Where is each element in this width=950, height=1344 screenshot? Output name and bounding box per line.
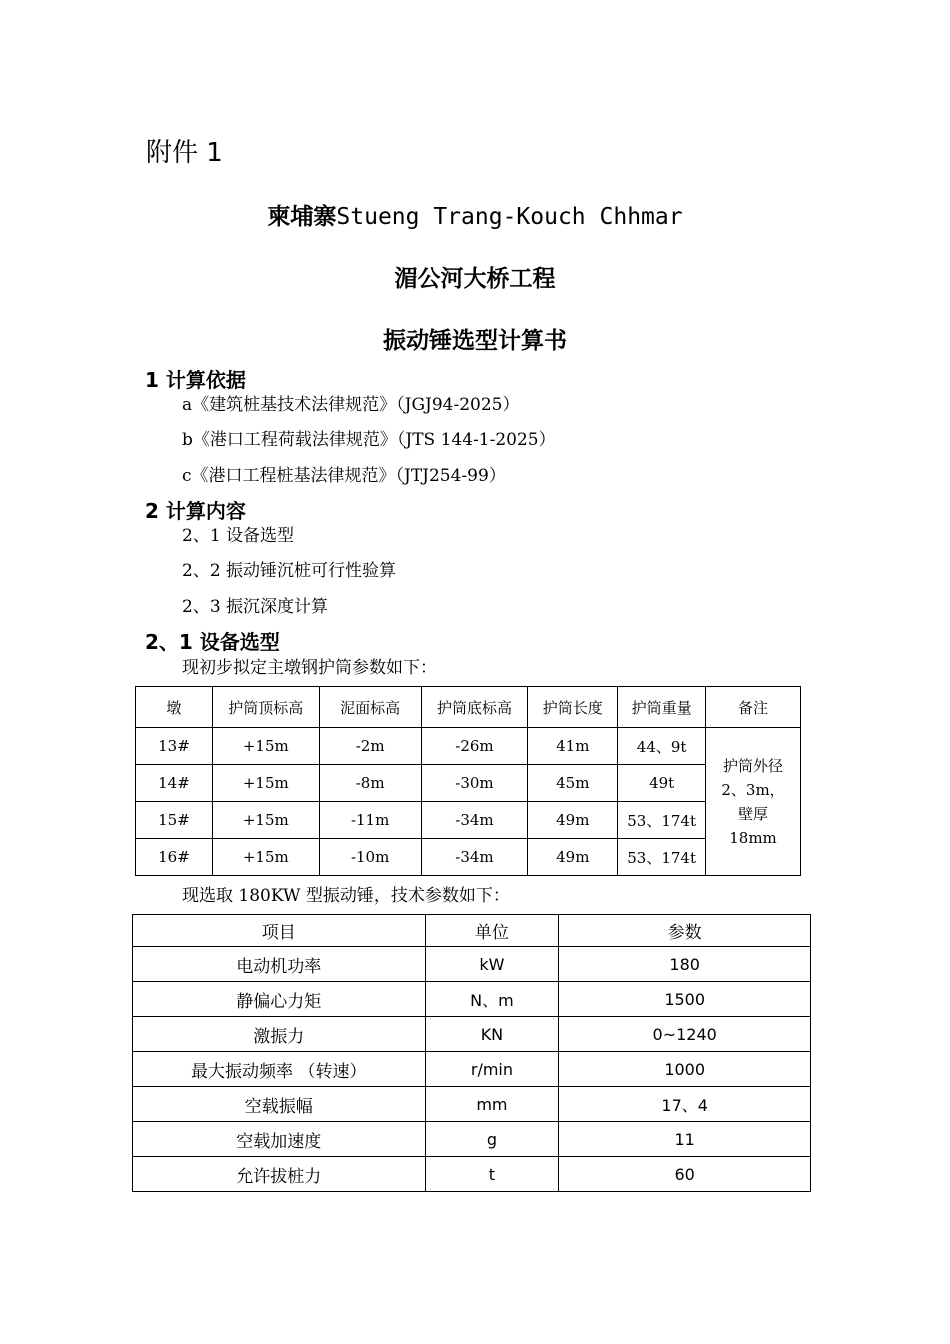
casing-parameter-table: [135, 686, 801, 876]
table-cell: 11: [559, 1122, 811, 1157]
remark-line: 壁厚: [738, 804, 769, 823]
table-cell: 49t: [618, 765, 706, 802]
table-cell: 激振力: [133, 1017, 426, 1052]
table-cell: r/min: [425, 1052, 559, 1087]
table-row: [136, 802, 801, 839]
title-line-1: [0, 198, 950, 231]
table-row: [133, 1087, 811, 1122]
casing-intro: 现初步拟定主墩钢护筒参数如下：: [182, 658, 437, 678]
column-header: 护筒顶标高: [212, 687, 319, 728]
table-row: [136, 765, 801, 802]
table-cell: +15m: [212, 765, 319, 802]
column-header: 备注: [706, 687, 801, 728]
table-cell: 44、9t: [618, 728, 706, 765]
section-2-heading: 2 计算内容: [145, 499, 246, 523]
content-item: 2、2 振动锤沉桩可行性验算: [182, 561, 397, 581]
hammer-parameter-table: [132, 914, 811, 1192]
table-cell: 17、4: [559, 1087, 811, 1122]
table-cell: 允许拔桩力: [133, 1157, 426, 1192]
table-cell: N、m: [425, 982, 559, 1017]
section-2-1-heading: 2、1 设备选型: [145, 630, 280, 654]
table-cell: +15m: [212, 839, 319, 876]
reference-item: a《建筑桩基技术法律规范》（JGJ94-2025）: [182, 395, 520, 415]
table-cell: 45m: [528, 765, 618, 802]
column-header: 单位: [425, 915, 559, 947]
column-header: 项目: [133, 915, 426, 947]
table-row: [133, 1017, 811, 1052]
title-line-3: 振动锤选型计算书: [383, 327, 567, 354]
table-cell: 15#: [136, 802, 213, 839]
table-cell: KN: [425, 1017, 559, 1052]
section-1-heading: 1 计算依据: [145, 368, 246, 392]
table-cell: mm: [425, 1087, 559, 1122]
table-cell: 13#: [136, 728, 213, 765]
title-line-2: 湄公河大桥工程: [394, 265, 556, 292]
table-cell: -34m: [421, 839, 528, 876]
hammer-intro: 现选取 180KW 型振动锤，技术参数如下：: [182, 886, 510, 906]
title-en: Stueng Trang-Kouch Chhmar: [336, 204, 683, 230]
table-cell: 1000: [559, 1052, 811, 1087]
table-cell: +15m: [212, 728, 319, 765]
table-row: [133, 1157, 811, 1192]
table-cell: t: [425, 1157, 559, 1192]
table-cell: 41m: [528, 728, 618, 765]
table-cell: 空载加速度: [133, 1122, 426, 1157]
table-cell: 最大振动频率 （转速）: [133, 1052, 426, 1087]
table-cell: +15m: [212, 802, 319, 839]
table-header-row: [136, 687, 801, 728]
table-cell: kW: [425, 947, 559, 982]
table-cell: 16#: [136, 839, 213, 876]
table-cell: -11m: [319, 802, 421, 839]
column-header: 墩: [136, 687, 213, 728]
table-cell: -30m: [421, 765, 528, 802]
table-cell: 1500: [559, 982, 811, 1017]
column-header: 泥面标高: [319, 687, 421, 728]
table-row: [136, 728, 801, 765]
table-cell: 49m: [528, 802, 618, 839]
reference-item: b《港口工程荷载法律规范》（JTS 144-1-2025）: [182, 430, 556, 450]
column-header: 护筒长度: [528, 687, 618, 728]
table-row: [133, 982, 811, 1017]
remark-line: 护筒外径: [723, 756, 784, 775]
table-cell: 49m: [528, 839, 618, 876]
remark-cell: [706, 728, 801, 876]
table-cell: -8m: [319, 765, 421, 802]
column-header: 护筒重量: [618, 687, 706, 728]
table-cell: -10m: [319, 839, 421, 876]
table-header-row: [133, 915, 811, 947]
table-cell: 14#: [136, 765, 213, 802]
table-cell: 电动机功率: [133, 947, 426, 982]
column-header: 护筒底标高: [421, 687, 528, 728]
attachment-label: 附件 1: [146, 138, 223, 168]
content-item: 2、1 设备选型: [182, 526, 295, 546]
title-cn: 柬埔寨: [267, 203, 337, 230]
content-item: 2、3 振沉深度计算: [182, 597, 329, 617]
remark-line: 2、3m，: [721, 780, 785, 799]
table-row: [136, 839, 801, 876]
table-row: [133, 947, 811, 982]
table-row: [133, 1122, 811, 1157]
table-cell: 53、174t: [618, 802, 706, 839]
table-cell: 0~1240: [559, 1017, 811, 1052]
table-cell: -34m: [421, 802, 528, 839]
table-cell: 60: [559, 1157, 811, 1192]
table-cell: 空载振幅: [133, 1087, 426, 1122]
table-cell: 静偏心力矩: [133, 982, 426, 1017]
table-cell: 53、174t: [618, 839, 706, 876]
column-header: 参数: [559, 915, 811, 947]
table-cell: -2m: [319, 728, 421, 765]
table-row: [133, 1052, 811, 1087]
table-cell: -26m: [421, 728, 528, 765]
remark-line: 18mm: [729, 828, 777, 847]
reference-item: c《港口工程桩基法律规范》（JTJ254-99）: [182, 466, 506, 486]
table-cell: 180: [559, 947, 811, 982]
table-cell: g: [425, 1122, 559, 1157]
